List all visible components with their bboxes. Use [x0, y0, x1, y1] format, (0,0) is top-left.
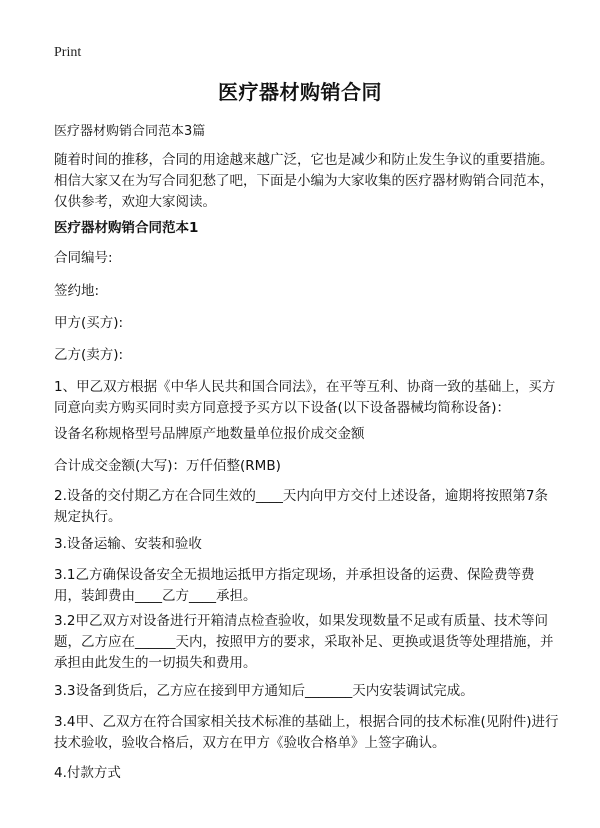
clause-3-2: 3.2甲乙双方对设备进行开箱清点检查验收，如果发现数量不足或有质量、技术等问题，乙方应在______天内，按照甲方的要求，采取补足、更换或退货等处理措施，并承担由此发生的一切损失和费用。 — [54, 613, 554, 671]
equipment-columns: 设备名称规格型号品牌原产地数量单位报价成交金额 — [54, 426, 365, 442]
intro-paragraph: 随着时间的推移，合同的用途越来越广泛，它也是减少和防止发生争议的重要措施。相信大家又在为写合同犯愁了吧，下面是小编为大家收集的医疗器材购销合同范本，仅供参考，欢迎大家阅读。 — [54, 152, 554, 210]
contract-number-line: 合同编号: — [54, 250, 113, 266]
clause-3-1: 3.1乙方确保设备安全无损地运抵甲方指定现场，并承担设备的运费、保险费等费用，装卸费由____乙方____承担。 — [54, 567, 535, 604]
section-heading: 医疗器材购销合同范本1 — [54, 220, 199, 236]
clause-4-heading: 4.付款方式 — [54, 765, 121, 781]
document-title: 医疗器材购销合同 — [218, 80, 382, 104]
signing-place-line: 签约地: — [54, 283, 100, 299]
clause-3-4: 3.4甲、乙双方在符合国家相关技术标准的基础上，根据合同的技术标准(见附件)进行技术验收，验收合格后，双方在甲方《验收合格单》上签字确认。 — [54, 714, 559, 751]
clause-2: 2.设备的交付期乙方在合同生效的____天内向甲方交付上述设备，逾期将按照第7条规定执行。 — [54, 488, 548, 525]
total-amount-line: 合计成交金额(大写)：万仟佰整(RMB) — [54, 458, 281, 474]
clause-1: 1、甲乙双方根据《中华人民共和国合同法》，在平等互利、协商一致的基础上，买方同意向卖方购买同时卖方同意授予买方以下设备(以下设备器械均简称设备)： — [54, 379, 556, 416]
print-label[interactable]: Print — [54, 45, 82, 60]
clause-3-heading: 3.设备运输、安装和验收 — [54, 536, 202, 552]
clause-3-3: 3.3设备到货后，乙方应在接到甲方通知后_______天内安装调试完成。 — [54, 683, 474, 699]
party-a-line: 甲方(买方): — [54, 315, 124, 331]
party-b-line: 乙方(卖方): — [54, 347, 124, 363]
document-subtitle: 医疗器材购销合同范本3篇 — [54, 124, 206, 139]
